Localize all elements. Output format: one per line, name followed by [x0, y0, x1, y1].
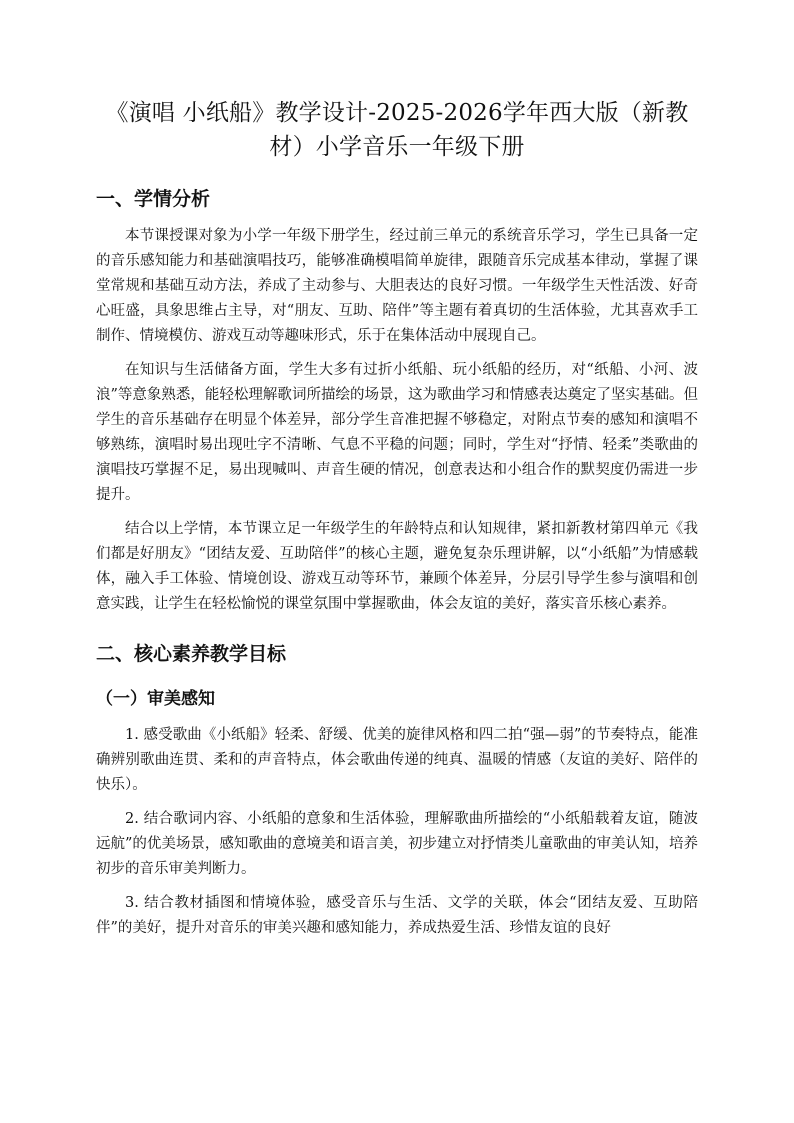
section-heading-core-goals: 二、核心素养教学目标: [96, 643, 287, 665]
paragraph-learning-analysis-1: 本节课授课对象为小学一年级下册学生，经过前三单元的系统音乐学习，学生已具备一定的音乐感知能力和基础演唱技巧，能够准确模唱简单旋律，跟随音乐完成基本律动，掌握了课堂常规和基础互动方法，养成了主动参与、大胆表达的良好习惯。一年级学生天性活泼、好奇心旺盛，具象思维占主导，对“朋友、互助、陪伴”等主题有着真切的生活体验，尤其喜欢手工制作、情境模仿、游戏互动等趣味形式，乐于在集体活动中展现自己。: [96, 228, 698, 344]
goal-item-1: 1. 感受歌曲《小纸船》轻柔、舒缓、优美的旋律风格和四二拍“强—弱”的节奏特点，能准确辨别歌曲连贯、柔和的声音特点，体会歌曲传递的纯真、温暖的情感（友谊的美好、陪伴的快乐）。: [96, 727, 698, 793]
section-heading-learning-analysis: 一、学情分析: [96, 188, 211, 210]
document-title: [96, 96, 698, 164]
goal-item-2: 2. 结合歌词内容、小纸船的意象和生活体验，理解歌曲所描绘的“小纸船载着友谊，随波远航”的优美场景，感知歌曲的意境美和语言美，初步建立对抒情类儿童歌曲的审美认知，培养初步的音乐审美判断力。: [96, 811, 698, 877]
paragraph-learning-analysis-2: 在知识与生活储备方面，学生大多有过折小纸船、玩小纸船的经历，对“纸船、小河、波浪”等意象熟悉，能轻松理解歌词所描绘的场景，这为歌曲学习和情感表达奠定了坚实基础。但学生的音乐基础存在明显个体差异，部分学生音准把握不够稳定，对附点节奏的感知和演唱不够熟练，演唱时易出现吐字不清晰、气息不平稳的问题；同时，学生对“抒情、轻柔”类歌曲的演唱技巧掌握不足，易出现喊叫、声音生硬的情况，创意表达和小组合作的默契度仍需进一步提升。: [96, 362, 698, 503]
paragraph-learning-analysis-3: 结合以上学情，本节课立足一年级学生的年龄特点和认知规律，紧扣新教材第四单元《我们都是好朋友》“团结友爱、互助陪伴”的核心主题，避免复杂乐理讲解，以“小纸船”为情感载体，融入手工体验、情境创设、游戏互动等环节，兼顾个体差异，分层引导学生参与演唱和创意实践，让学生在轻松愉悦的课堂氛围中掌握歌曲，体会友谊的美好，落实音乐核心素养。: [96, 521, 698, 612]
goal-item-3: 3. 结合教材插图和情境体验，感受音乐与生活、文学的关联，体会“团结友爱、互助陪伴”的美好，提升对音乐的审美兴趣和感知能力，养成热爱生活、珍惜友谊的良好: [96, 895, 698, 936]
title-line-1: 《演唱 小纸船》教学设计-2025-2026学年西大版（新教: [105, 100, 689, 126]
subsection-heading-aesthetic-perception: （一）审美感知: [96, 689, 215, 709]
title-line-2: 材）小学音乐一年级下册: [269, 134, 525, 160]
